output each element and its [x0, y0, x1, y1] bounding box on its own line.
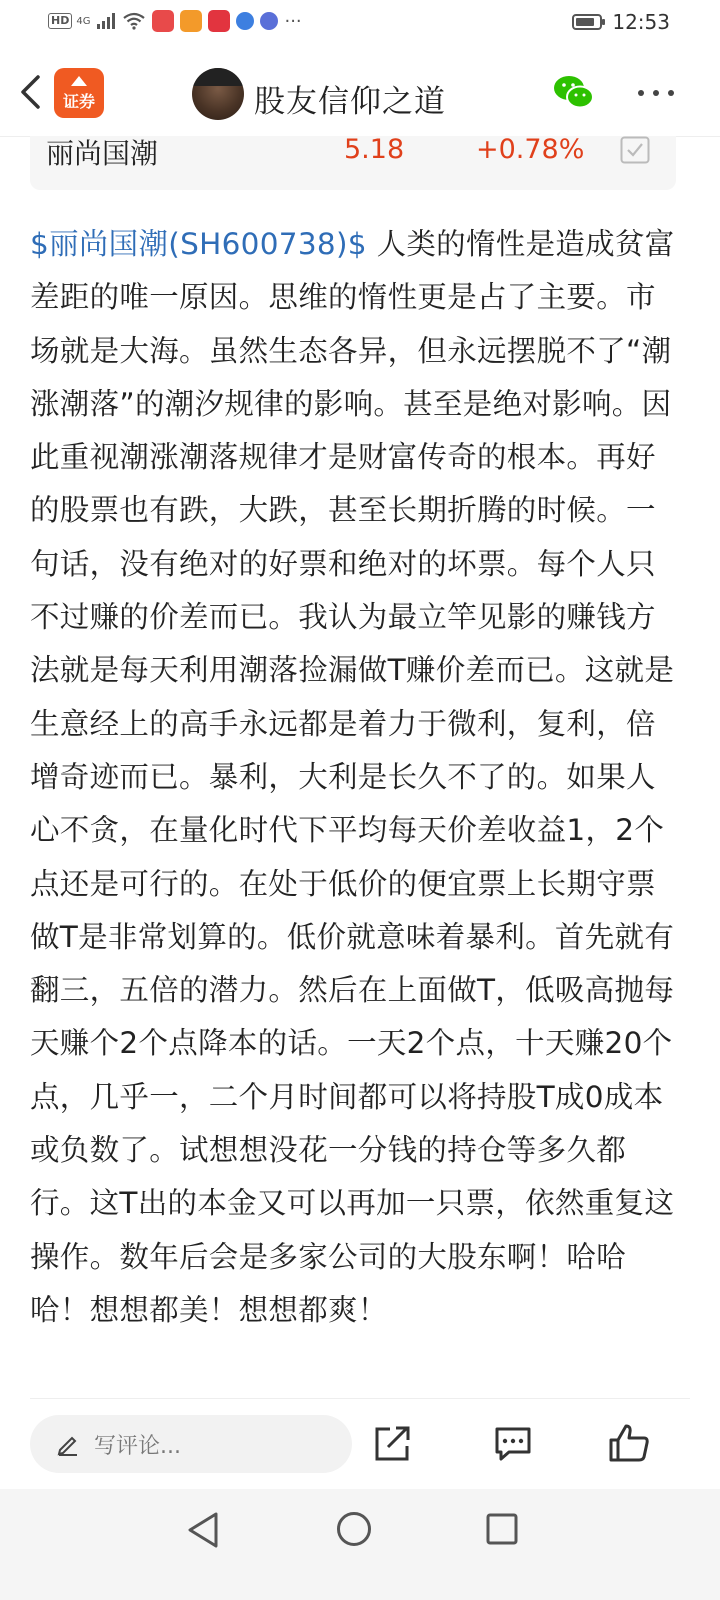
stock-price: 5.18: [344, 134, 405, 165]
system-navigation-bar: [0, 1489, 720, 1600]
comments-icon[interactable]: [494, 1426, 532, 1462]
bottom-action-bar: [0, 1399, 720, 1489]
post-body-text: 人类的惰性是造成贫富差距的唯一原因。思维的惰性更是占了主要。市场就是大海。虽然生态各异，但永远摆脱不了“潮涨潮落”的潮汐规律的影响。甚至是绝对影响。因此重视潮涨潮落规律才是财富传奇的根本。再好的股票也有跌，大跌，甚至长期折腾的时候。一句话，没有绝对的好票和绝对的坏票。每个人只不过赚的价差而已。我认为最立竿见影的赚钱方法就是每天利用潮落捡漏做T赚价差而已。这就是生意经上的高手永远都是着力于微利，复利，倍增奇迹而已。暴利，大利是长久不了的。如果人心不贪，在量化时代下平均每天价差收益1，2个点还是可行的。在处于低价的便宜票上长期守票做T是非常划算的。低价就意味着暴利。首先就有翻三，五倍的潜力。然后在上面做T，低吸高抛每天赚个2个点降本的话。一天2个点，十天赚20个点，几乎一，二个月时间都可以将持股T成0成本或负数了。试想想没花一分钱的持仓等多久都行。这T出的本金又可以再加一只票，依然重复这操作。数年后会是多家公司的大股东啊！哈哈哈！想想都美！想想都爽！: [30, 227, 675, 1327]
signal-icon: [96, 12, 116, 30]
author-name[interactable]: 股友信仰之道: [254, 84, 446, 120]
comment-placeholder: 写评论...: [94, 1434, 181, 1459]
status-bar-right: [572, 10, 670, 34]
hd-indicator: HD: [48, 13, 72, 29]
stock-change: +0.78%: [476, 134, 585, 165]
notification-app-icon-red: [152, 10, 174, 32]
nav-back-icon[interactable]: [186, 1511, 220, 1549]
pen-icon: [56, 1432, 80, 1456]
post-content: [30, 218, 684, 1337]
app-badge-label: 证券: [62, 92, 95, 111]
stock-card[interactable]: [30, 136, 676, 190]
stock-name: 丽尚国潮: [46, 137, 159, 170]
notification-book-icon: [208, 10, 230, 32]
notification-music-icon: [260, 12, 278, 30]
clock: 12:53: [612, 10, 670, 34]
back-icon[interactable]: [16, 74, 46, 110]
status-bar: [0, 0, 720, 48]
notification-video-icon: [180, 10, 202, 32]
notification-more-icon: ···: [284, 10, 302, 32]
watchlist-check-icon[interactable]: [620, 136, 650, 164]
nav-recent-icon[interactable]: [486, 1513, 518, 1545]
header: [0, 48, 720, 137]
status-bar-left: [48, 10, 302, 32]
like-icon[interactable]: [608, 1423, 650, 1463]
battery-icon: [572, 14, 602, 30]
wifi-icon: [122, 12, 146, 30]
app-logo-mark-icon: [69, 74, 89, 88]
author-avatar[interactable]: [192, 68, 244, 120]
stock-tag-link[interactable]: $丽尚国潮(SH600738)$: [30, 227, 367, 261]
more-options-icon[interactable]: [636, 88, 676, 98]
network-indicator: 4G: [76, 15, 91, 27]
nav-home-icon[interactable]: [336, 1511, 372, 1547]
comment-input[interactable]: [30, 1415, 352, 1473]
app-logo[interactable]: [54, 68, 104, 118]
share-icon[interactable]: [372, 1425, 412, 1463]
notification-browser-icon: [236, 12, 254, 30]
wechat-share-icon[interactable]: [552, 72, 596, 112]
